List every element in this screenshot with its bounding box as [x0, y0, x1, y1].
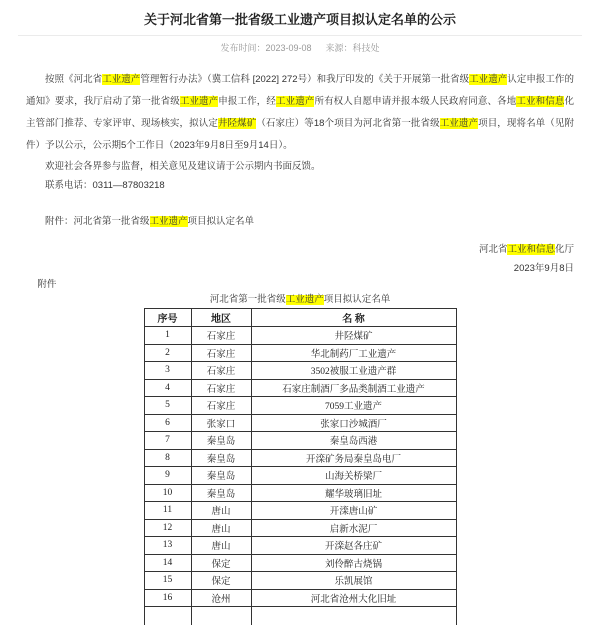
table-row [144, 519, 456, 537]
name-cell: 华北制药厂工业遗产 [251, 344, 456, 362]
row-index-cell: 3 [144, 362, 191, 380]
name-cell: 启新水泥厂 [251, 519, 456, 537]
source-label: 来源： [325, 43, 353, 53]
highlighted-keyword: 井陉煤矿 [217, 118, 257, 129]
header-region: 地区 [191, 309, 251, 327]
text-segment: 河北省 [478, 244, 508, 255]
region-cell: 秦皇岛 [191, 484, 251, 502]
header-name: 名 称 [251, 309, 456, 327]
highlighted-keyword: 工业遗产 [439, 118, 479, 129]
row-index-cell: 15 [144, 572, 191, 590]
attachment-line [26, 212, 574, 231]
text-segment: 项目拟认定名单 [187, 216, 255, 227]
table-row [144, 432, 456, 450]
name-cell: 秦皇岛西港 [251, 432, 456, 450]
text-segment: 认定申报工作的通知》要求，我厅启动了第一批省级 [26, 74, 574, 107]
table-row [144, 327, 456, 345]
row-index-cell: 12 [144, 519, 191, 537]
text-segment: 所有权人自愿申请并报本级人民政府同意、各地 [314, 96, 517, 107]
highlighted-keyword: 工业遗产 [102, 74, 141, 85]
highlighted-keyword: 工业和信息 [507, 244, 555, 255]
table-row [144, 467, 456, 485]
table-row [144, 362, 456, 380]
highlighted-keyword: 工业遗产 [275, 96, 315, 107]
title-divider [18, 35, 582, 36]
name-cell: 开滦矿务局秦皇岛电厂 [251, 449, 456, 467]
highlighted-keyword: 工业遗产 [179, 96, 219, 107]
table-row [144, 449, 456, 467]
text-segment: （石家庄）等18个项目为河北省第一批省级 [256, 118, 440, 129]
region-cell: 秦皇岛 [191, 467, 251, 485]
page-title: 关于河北省第一批省级工业遗产项目拟认定名单的公示 [143, 12, 456, 27]
region-cell: 唐山 [191, 537, 251, 555]
row-index-cell: 5 [144, 397, 191, 415]
table-row [144, 589, 456, 607]
row-index-cell: 6 [144, 414, 191, 432]
table-row [144, 572, 456, 590]
text-segment: 按照《河北省 [45, 74, 103, 85]
region-cell: 石家庄 [191, 397, 251, 415]
name-cell: 张家口沙城酒厂 [251, 414, 456, 432]
signature-block [0, 240, 600, 278]
highlighted-keyword: 工业遗产 [149, 216, 188, 227]
text-segment: 化主管部门推荐、专家评审、现场核实，拟认定 [26, 96, 574, 129]
table-row [144, 554, 456, 572]
table-row [144, 502, 456, 520]
feedback-paragraph: 欢迎社会各界参与监督，相关意见及建议请于公示期内书面反馈。 [45, 161, 321, 172]
row-index-cell: 10 [144, 484, 191, 502]
row-index-cell: 16 [144, 589, 191, 607]
name-cell: 山海关桥梁厂 [251, 467, 456, 485]
text-segment: 附件：河北省第一批省级 [45, 216, 150, 227]
row-index-cell: 11 [144, 502, 191, 520]
region-cell: 沧州 [191, 589, 251, 607]
text-segment: 河北省第一批省级 [209, 295, 286, 305]
name-cell: 开滦赵各庄矿 [251, 537, 456, 555]
contact-paragraph: 联系电话：0311—87803218 [45, 180, 165, 191]
region-cell: 石家庄 [191, 362, 251, 380]
region-cell: 石家庄 [191, 379, 251, 397]
region-cell: 唐山 [191, 519, 251, 537]
table-row [144, 484, 456, 502]
name-cell [251, 607, 456, 625]
header-index: 序号 [144, 309, 191, 327]
region-cell: 秦皇岛 [191, 449, 251, 467]
issue-date: 2023年9月8日 [513, 263, 574, 274]
table-row [144, 537, 456, 555]
region-cell: 保定 [191, 572, 251, 590]
publish-time-value: 2023-09-08 [265, 43, 312, 53]
row-index-cell: 9 [144, 467, 191, 485]
region-cell: 唐山 [191, 502, 251, 520]
text-segment: 管理暂行办法》（冀工信科 [2022] 272号）和我厅印发的《关于开展第一批省级 [140, 74, 470, 85]
row-index-cell: 8 [144, 449, 191, 467]
table-title [0, 294, 600, 306]
text-segment: 化厅 [554, 244, 574, 255]
row-index-cell: 7 [144, 432, 191, 450]
name-cell: 刘伶醉古烧锅 [251, 554, 456, 572]
text-segment: 项目拟认定名单 [323, 295, 391, 305]
row-index-cell: 13 [144, 537, 191, 555]
heritage-table-body [144, 327, 456, 607]
issuing-org [26, 240, 574, 259]
name-cell: 石家庄制酒厂多品类制酒工业遗产 [251, 379, 456, 397]
appendix-label: 附件 [37, 279, 57, 290]
document-body [0, 69, 600, 231]
source-value: 科技处 [352, 43, 380, 53]
table-row-partial [144, 607, 456, 625]
region-cell: 张家口 [191, 414, 251, 432]
table-header-row [144, 309, 456, 327]
region-cell: 石家庄 [191, 344, 251, 362]
highlighted-keyword: 工业遗产 [285, 295, 324, 305]
table-row [144, 397, 456, 415]
name-cell: 3502被服工业遗产群 [251, 362, 456, 380]
name-cell: 耀华玻璃旧址 [251, 484, 456, 502]
name-cell: 乐凯展馆 [251, 572, 456, 590]
main-paragraph [26, 69, 574, 157]
heritage-table [144, 308, 457, 625]
region-cell: 保定 [191, 554, 251, 572]
highlighted-keyword: 工业遗产 [469, 74, 508, 85]
name-cell: 开滦唐山矿 [251, 502, 456, 520]
table-row [144, 344, 456, 362]
publish-time-label: 发布时间： [220, 43, 266, 53]
row-index-cell: 1 [144, 327, 191, 345]
meta-line [0, 43, 600, 54]
text-segment: 申报工作，经 [218, 96, 276, 107]
region-cell [191, 607, 251, 625]
row-index-cell: 4 [144, 379, 191, 397]
region-cell: 秦皇岛 [191, 432, 251, 450]
row-index-cell: 14 [144, 554, 191, 572]
text-segment: 项目，现将名单（见附件）予以公示，公示期5个工作日（2023年9月8日至9月14日）。 [26, 118, 574, 151]
name-cell: 河北省沧州大化旧址 [251, 589, 456, 607]
name-cell: 7059工业遗产 [251, 397, 456, 415]
highlighted-keyword: 工业和信息 [516, 96, 565, 107]
row-index-cell [144, 607, 191, 625]
table-row [144, 379, 456, 397]
name-cell: 井陉煤矿 [251, 327, 456, 345]
row-index-cell: 2 [144, 344, 191, 362]
region-cell: 石家庄 [191, 327, 251, 345]
table-row [144, 414, 456, 432]
